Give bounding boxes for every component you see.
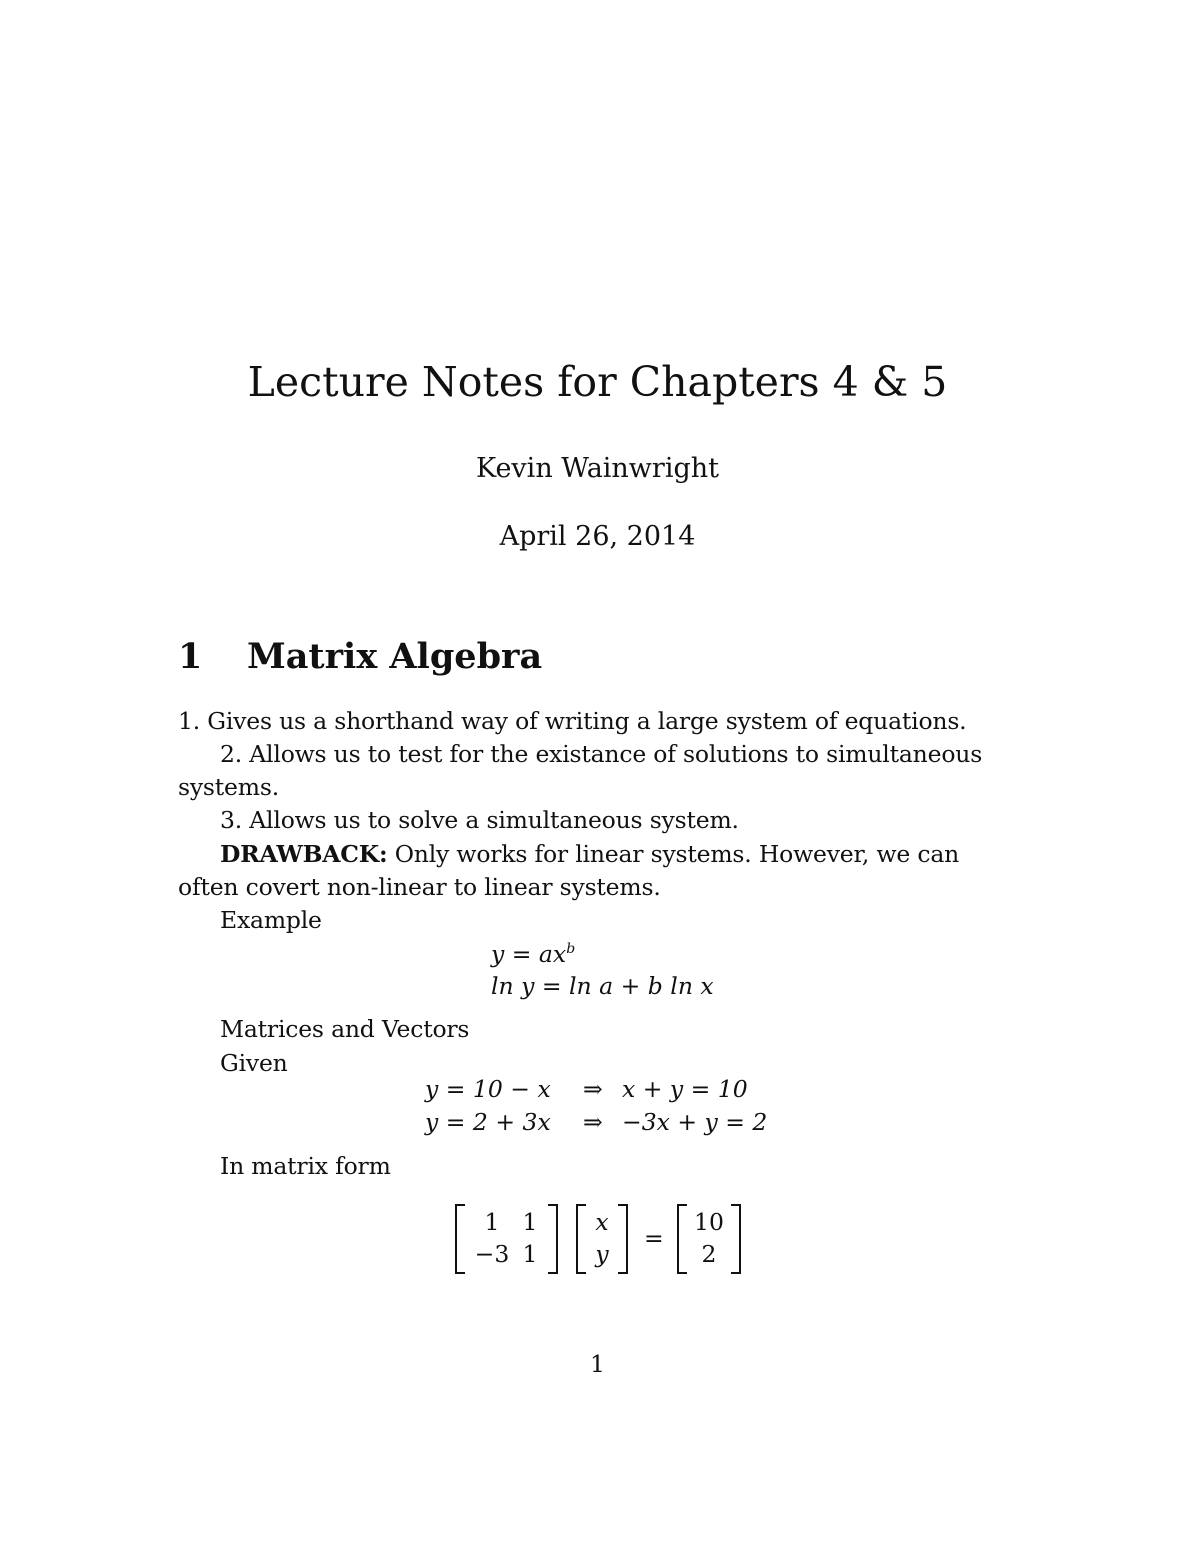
example-equation-1 — [491, 940, 575, 968]
paragraph-item-2-cont: systems. — [178, 773, 279, 801]
matrix-form-label: In matrix form — [220, 1152, 391, 1180]
drawback-paragraph-cont: often covert non-linear to linear systems. — [178, 873, 661, 901]
section-number: 1 — [178, 636, 203, 677]
eq1-lhs: y — [491, 940, 505, 968]
matrix-cell-a21: −3 — [474, 1240, 510, 1268]
matrix-cell-a11: 1 — [484, 1208, 500, 1236]
system-row1-left: y = 10 − x — [425, 1075, 551, 1103]
matrix-equals-sign: = — [644, 1224, 664, 1252]
given-label: Given — [220, 1049, 288, 1077]
paragraph-item-1: 1. Gives us a shorthand way of writing a large system of equations. — [178, 707, 967, 735]
implies-arrow-1: ⇒ — [583, 1075, 603, 1103]
example-label: Example — [220, 906, 322, 934]
system-row2-left: y = 2 + 3x — [425, 1108, 551, 1136]
paragraph-item-2: 2. Allows us to test for the existance of solutions to simultaneous — [220, 740, 983, 768]
matrices-vectors-label: Matrices and Vectors — [220, 1015, 470, 1043]
matrix-cell-a12: 1 — [522, 1208, 538, 1236]
drawback-text: Only works for linear systems. However, we can — [387, 840, 960, 868]
constant-cell-2: 2 — [701, 1240, 717, 1268]
coefficient-matrix — [455, 1204, 558, 1274]
vector-cell-y: y — [595, 1240, 609, 1268]
matrix-cell-a22: 1 — [522, 1240, 538, 1268]
constant-cell-1: 10 — [694, 1208, 724, 1236]
vector-cell-x: x — [595, 1208, 609, 1236]
constant-vector — [677, 1204, 741, 1274]
author-name: Kevin Wainwright — [476, 453, 719, 484]
system-row1-right: x + y = 10 — [622, 1075, 748, 1103]
implies-arrow-2: ⇒ — [583, 1108, 603, 1136]
drawback-paragraph — [220, 840, 959, 868]
variable-vector — [576, 1204, 628, 1274]
eq1-rhs: = ax — [511, 940, 567, 968]
document-date: April 26, 2014 — [499, 521, 696, 552]
paragraph-item-3: 3. Allows us to solve a simultaneous system. — [220, 806, 739, 834]
section-title: Matrix Algebra — [247, 636, 543, 677]
eq1-exponent: b — [566, 941, 576, 958]
drawback-label: DRAWBACK: — [220, 840, 388, 868]
page-number: 1 — [590, 1350, 605, 1378]
example-equation-2: ln y = ln a + b ln x — [491, 972, 714, 1000]
system-row2-right: −3x + y = 2 — [622, 1108, 768, 1136]
document-title: Lecture Notes for Chapters 4 & 5 — [247, 358, 948, 406]
